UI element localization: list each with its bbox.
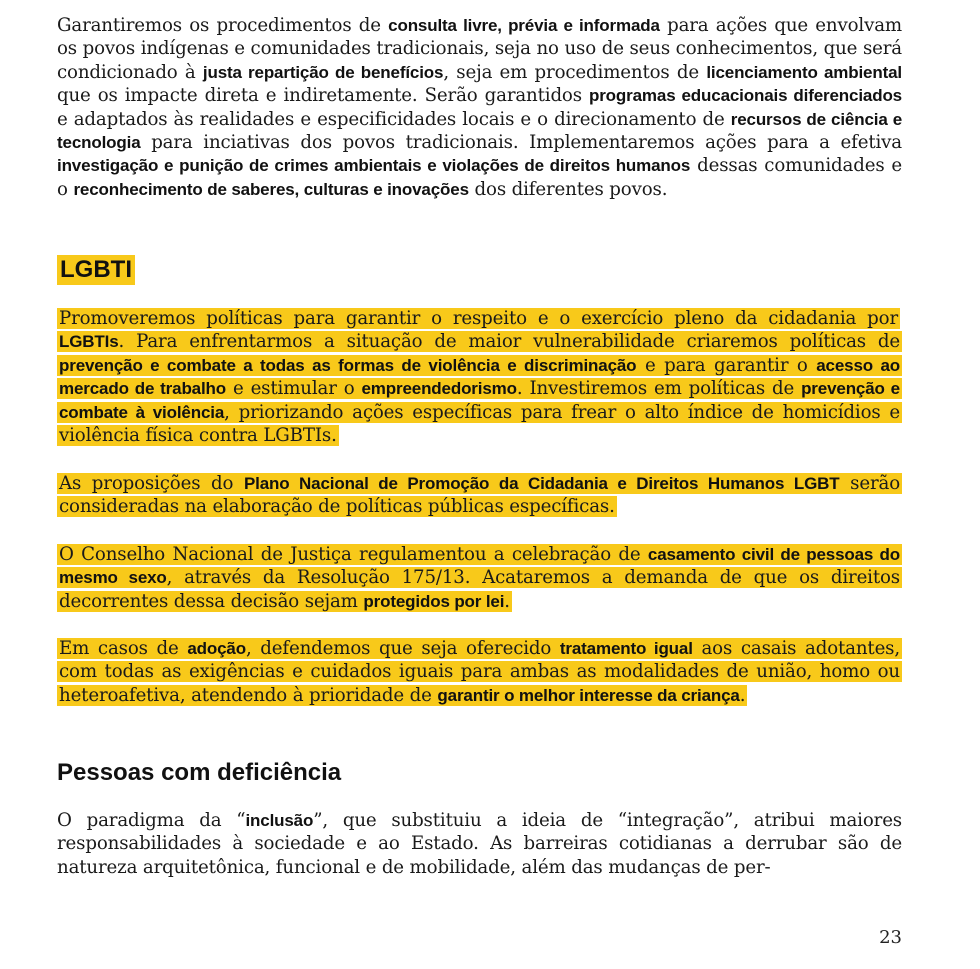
bold-term: licenciamento ambiental [706, 62, 902, 82]
section-heading-pessoas-com-deficiencia: Pessoas com deficiência [57, 759, 342, 786]
bold-term: reconhecimento de saberes, culturas e inovações [73, 179, 469, 199]
page-number: 23 [879, 927, 902, 948]
paragraph-casamento-civil: O Conselho Nacional de Justiça regulamentou a celebração de casamento civil de pessoas do mesmo sexo, através da Resolução 175/13. Acataremos a demanda de que os direitos decorrentes dessa decisão sejam protegidos por lei. [59, 544, 901, 612]
bold-term: programas educacionais diferenciados [588, 86, 902, 106]
bold-term: empreendedorismo [361, 379, 517, 399]
bold-term: justa repartição de benefícios [202, 62, 444, 82]
bold-term: prevenção e combate a todas as formas de violência e discriminação [59, 355, 637, 375]
paragraph-povos-tradicionais: Garantiremos os procedimentos de consulta livre, prévia e informada para ações que envolvam os povos indígenas e comunidades tradicionais, seja no uso de seus conhecimentos, que será condicionado à justa repartição de benefícios, seja em procedimentos de licenciamento ambiental que os impacte direta e indiretamente. Serão garantidos programas educacionais diferenciados e adaptados às realidades e especificidades locais e o direcionamento de recursos de ciência e tecnologia para inciativas dos povos tradicionais. Implementaremos ações para a efetiva investigação e punição de crimes ambientais e violações de direitos humanos dessas comunidades e o reconhecimento de saberes, culturas e inovações dos diferentes povos. [57, 15, 903, 200]
bold-term: LGBTIs [59, 332, 119, 352]
bold-term: tratamento igual [559, 639, 693, 658]
bold-term: acesso ao mercado de trabalho [59, 355, 900, 399]
paragraph-plano-nacional: As proposições do Plano Nacional de Promoção da Cidadania e Direitos Humanos LGBT serão consideradas na elaboração de políticas públicas específicas. [59, 473, 900, 518]
bold-term: casamento civil de pessoas do mesmo sexo [59, 545, 901, 588]
bold-term: inclusão [245, 811, 314, 830]
paragraph-adocao: Em casos de adoção, defendemos que seja oferecido tratamento igual aos casais adotantes, com todas as exigências e cuidados iguais para ambas as modalidades de união, homo ou heteroafetiva, atendendo à prioridade de garantir o melhor interesse da criança. [59, 638, 900, 706]
bold-term: recursos de ciência e tecnologia [57, 109, 903, 153]
bold-term: consulta livre, prévia e informada [388, 16, 660, 35]
bold-term: prevenção e combate à violência [59, 379, 900, 422]
bold-term: adoção [187, 639, 246, 658]
bold-term: Plano Nacional de Promoção da Cidadania e Direitos Humanos LGBT [243, 474, 840, 493]
bold-term: protegidos por lei [363, 591, 505, 611]
paragraph-lgbti-politicas: Promoveremos políticas para garantir o respeito e o exercício pleno da cidadania por LGBTIs. Para enfrentarmos a situação de maior vulnerabilidade criaremos políticas de prevenção e combate a todas as formas de violência e discriminação e para garantir o acesso ao mercado de trabalho e estimular o empreendedorismo. Investiremos em políticas de prevenção e combate à violência, priorizando ações específicas para frear o alto índice de homicídios e violência física contra LGBTIs. [59, 308, 900, 447]
section-heading-lgbti: LGBTI [57, 255, 135, 285]
bold-term: investigação e punição de crimes ambientais e violações de direitos humanos [57, 156, 691, 176]
paragraph-inclusao: O paradigma da “inclusão”, que substituiu a ideia de “integração”, atribui maiores responsabilidades à sociedade e ao Estado. As barreiras cotidianas a derrubar são de natureza arquitetônica, funcional e de mobilidade, além das mudanças de per- [57, 810, 902, 878]
bold-term: garantir o melhor interesse da criança [437, 685, 740, 705]
